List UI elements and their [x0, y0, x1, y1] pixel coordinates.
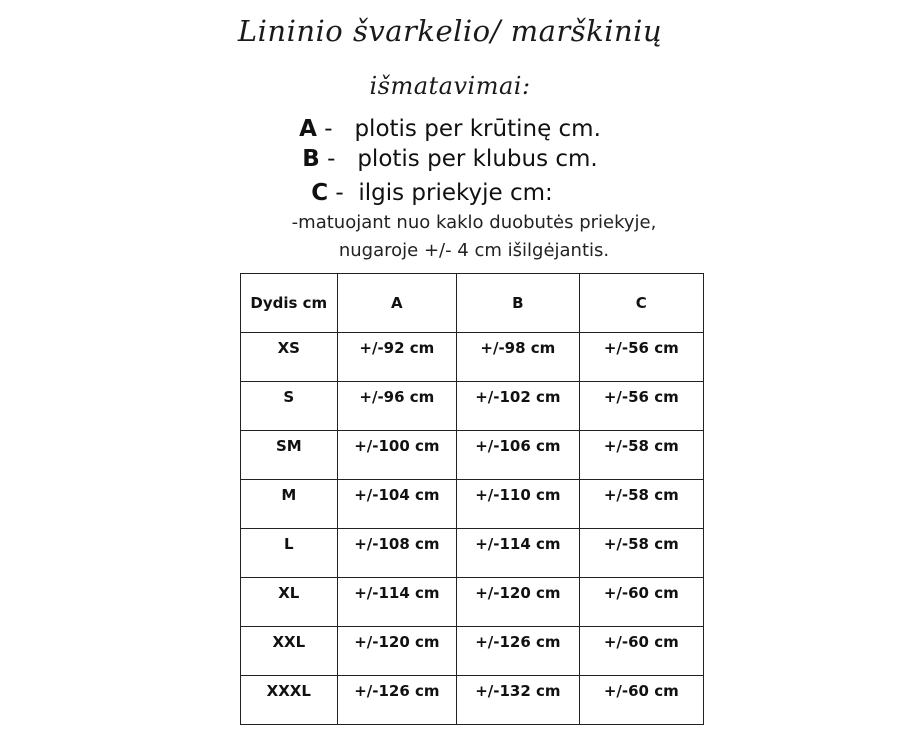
header-size: Dydis cm: [241, 274, 338, 333]
table-row: [241, 382, 704, 431]
a-cell: +/-108 cm: [337, 529, 457, 578]
b-cell: +/-110 cm: [457, 480, 579, 529]
c-cell: +/-58 cm: [579, 529, 703, 578]
c-cell: +/-58 cm: [579, 431, 703, 480]
legend-a-separator: -: [316, 116, 355, 142]
table-header-row: [241, 274, 704, 333]
legend-b: [0, 146, 900, 172]
header-c: C: [579, 274, 703, 333]
a-cell: +/-114 cm: [337, 578, 457, 627]
b-cell: +/-98 cm: [457, 333, 579, 382]
legend-b-text: plotis per klubus cm.: [357, 146, 598, 172]
size-cell: L: [241, 529, 338, 578]
header-a: A: [337, 274, 457, 333]
table-row: [241, 578, 704, 627]
a-cell: +/-100 cm: [337, 431, 457, 480]
size-cell: XXXL: [241, 676, 338, 725]
legend-c-separator: -: [328, 180, 359, 206]
measurement-note-line-1: -matuojant nuo kaklo duobutės priekyje,: [291, 212, 657, 233]
c-cell: +/-58 cm: [579, 480, 703, 529]
legend-b-key: B: [302, 146, 320, 172]
table-row: [241, 627, 704, 676]
a-cell: +/-126 cm: [337, 676, 457, 725]
table-row: [241, 333, 704, 382]
legend-a: [0, 116, 900, 142]
c-cell: +/-56 cm: [579, 333, 703, 382]
b-cell: +/-102 cm: [457, 382, 579, 431]
c-cell: +/-60 cm: [579, 676, 703, 725]
c-cell: +/-56 cm: [579, 382, 703, 431]
header-b: B: [457, 274, 579, 333]
size-cell: SM: [241, 431, 338, 480]
c-cell: +/-60 cm: [579, 627, 703, 676]
a-cell: +/-96 cm: [337, 382, 457, 431]
size-cell: XXL: [241, 627, 338, 676]
a-cell: +/-104 cm: [337, 480, 457, 529]
b-cell: +/-120 cm: [457, 578, 579, 627]
size-cell: S: [241, 382, 338, 431]
b-cell: +/-106 cm: [457, 431, 579, 480]
legend-c-key: C: [311, 180, 329, 206]
a-cell: +/-92 cm: [337, 333, 457, 382]
legend-a-text: plotis per krūtinę cm.: [354, 116, 601, 142]
b-cell: +/-126 cm: [457, 627, 579, 676]
table-row: [241, 480, 704, 529]
size-table: [240, 273, 704, 725]
legend-a-key: A: [299, 116, 317, 142]
b-cell: +/-114 cm: [457, 529, 579, 578]
page-title: Lininio švarkelio/ marškinių: [237, 14, 663, 48]
size-cell: XS: [241, 333, 338, 382]
a-cell: +/-120 cm: [337, 627, 457, 676]
page-subtitle: išmatavimai:: [369, 72, 531, 100]
size-cell: XL: [241, 578, 338, 627]
table-row: [241, 431, 704, 480]
legend-b-separator: -: [319, 146, 358, 172]
legend-c-text: ilgis priekyje cm:: [358, 180, 553, 206]
table-row: [241, 529, 704, 578]
measurement-note-line-2: nugaroje +/- 4 cm išilgėjantis.: [338, 240, 610, 261]
legend-c: [0, 180, 882, 206]
table-row: [241, 676, 704, 725]
b-cell: +/-132 cm: [457, 676, 579, 725]
size-cell: M: [241, 480, 338, 529]
c-cell: +/-60 cm: [579, 578, 703, 627]
